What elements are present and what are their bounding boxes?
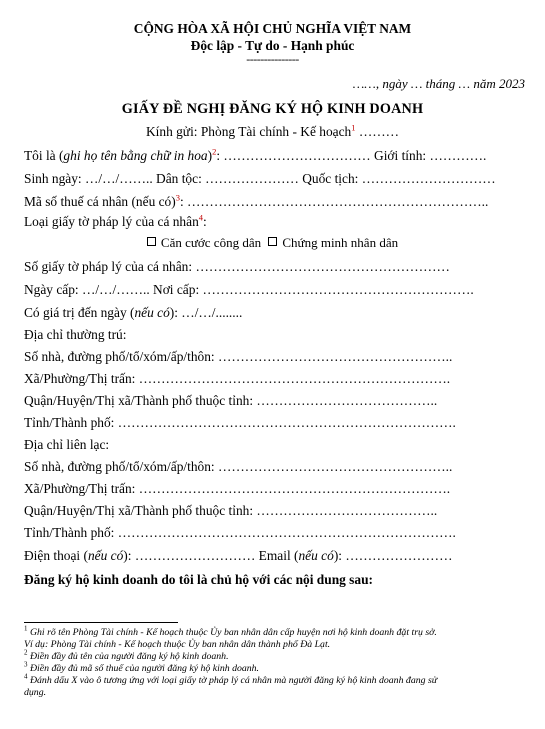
valid-until-rest: ): …/…/........ bbox=[169, 305, 243, 320]
date-line: ……, ngày … tháng … năm 2023 bbox=[352, 76, 525, 91]
birth-line: Sinh ngày: …/…/…….. Dân tộc: ………………… Quốc tịch: ………………………… bbox=[24, 171, 496, 186]
footnote-text: Điền đầy đủ tên của người đăng ký hộ kinh doanh. bbox=[27, 651, 229, 662]
footnote-divider bbox=[24, 622, 178, 623]
footnote-text: Ví dụ: Phòng Tài chính - Kế hoạch thuộc Ủy ban nhân dân thành phố Đà Lạt. bbox=[24, 639, 331, 650]
tax-rest: : ………………………………………………………….. bbox=[179, 194, 489, 209]
legal-doc-number-line: Số giấy tờ pháp lý của cá nhân: ………………………………………………… bbox=[24, 259, 450, 274]
addressee-blank: ……… bbox=[355, 124, 399, 139]
footnote-mark: 4 bbox=[198, 212, 204, 223]
phone-email-line bbox=[24, 548, 452, 564]
valid-until-prefix: Có giá trị đến ngày ( bbox=[24, 305, 135, 320]
motto: Độc lập - Tự do - Hạnh phúc bbox=[190, 38, 355, 53]
phone-prefix: Điện thoại ( bbox=[24, 548, 88, 563]
footnote-number: 3 bbox=[24, 660, 28, 669]
phone-hint: nếu có bbox=[87, 548, 124, 563]
footnote-1 bbox=[24, 624, 534, 639]
footnote-text: Đánh dấu X vào ô tương ứng với loại giấy tờ pháp lý cá nhân mà người đăng ký hộ kinh doanh đang sử bbox=[27, 675, 438, 686]
footnote-mark: 1 bbox=[351, 122, 356, 133]
tax-line bbox=[24, 194, 488, 210]
header-divider: --------------- bbox=[246, 52, 299, 66]
footnote-text: Ghi rõ tên Phòng Tài chính - Kế hoạch thuộc Ủy ban nhân dân cấp huyện nơi hộ kinh doanh đặt trụ sở. bbox=[27, 627, 437, 638]
register-statement: Đăng ký hộ kinh doanh do tôi là chủ hộ với các nội dung sau: bbox=[24, 572, 373, 587]
perm-province-line: Tỉnh/Thành phố: …………………………………………………………………. bbox=[24, 415, 456, 430]
footnote-2 bbox=[24, 648, 534, 663]
contact-address-label: Địa chỉ liên lạc: bbox=[24, 437, 110, 452]
footnote-number: 2 bbox=[24, 648, 28, 657]
name-rest: : …………………………… Giới tính: …………. bbox=[216, 148, 487, 163]
perm-street-line: Số nhà, đường phố/tổ/xóm/ấp/thôn: …………………………………………….. bbox=[24, 349, 453, 364]
footnote-4 bbox=[24, 672, 534, 687]
checkbox-cccd[interactable] bbox=[147, 237, 156, 246]
perm-district-line: Quận/Huyện/Thị xã/Thành phố thuộc tỉnh: ………………………………….. bbox=[24, 393, 438, 408]
checkbox-cmnd[interactable] bbox=[268, 237, 277, 246]
name-close: ) bbox=[207, 148, 213, 163]
footnote-3 bbox=[24, 660, 534, 675]
legal-doc-label: Loại giấy tờ pháp lý của cá nhân bbox=[24, 214, 199, 229]
name-line bbox=[24, 148, 486, 164]
contact-province-line: Tỉnh/Thành phố: …………………………………………………………………. bbox=[24, 525, 456, 540]
option-cccd-label: Căn cước công dân bbox=[160, 235, 262, 250]
name-hint: ghi họ tên bằng chữ in hoa bbox=[63, 148, 208, 163]
national-title: CỘNG HÒA XÃ HỘI CHỦ NGHĨA VIỆT NAM bbox=[133, 21, 412, 36]
perm-ward-line: Xã/Phường/Thị trấn: ……………………………………………………………. bbox=[24, 371, 451, 386]
tax-label: Mã số thuế cá nhân (nếu có) bbox=[24, 194, 176, 209]
contact-ward-line: Xã/Phường/Thị trấn: ……………………………………………………………. bbox=[24, 481, 451, 496]
addressee-line bbox=[0, 124, 545, 140]
valid-until-line bbox=[24, 305, 242, 321]
footnote-1-example bbox=[24, 639, 534, 651]
phone-mid: ): ……………………… Email ( bbox=[123, 548, 299, 563]
issue-line: Ngày cấp: …/…/…….. Nơi cấp: ……………………………………………………. bbox=[24, 282, 474, 297]
valid-until-hint: nếu có bbox=[134, 305, 170, 320]
footnote-mark: 3 bbox=[175, 192, 180, 203]
contact-district-line: Quận/Huyện/Thị xã/Thành phố thuộc tỉnh: ………………………………….. bbox=[24, 503, 438, 518]
footnote-text: Điền đầy đủ mã số thuế của người đăng ký hộ kinh doanh. bbox=[27, 663, 260, 674]
footnote-number: 4 bbox=[24, 672, 28, 681]
email-rest: ): …………………… bbox=[333, 548, 453, 563]
option-cmnd-label: Chứng minh nhân dân bbox=[282, 235, 399, 250]
addressee-text: Kính gửi: Phòng Tài chính - Kế hoạch bbox=[145, 124, 352, 139]
permanent-address-label: Địa chỉ thường trú: bbox=[24, 327, 127, 342]
footnote-mark: 2 bbox=[212, 146, 217, 157]
contact-street-line: Số nhà, đường phố/tổ/xóm/ấp/thôn: …………………………………………….. bbox=[24, 459, 453, 474]
footnote-4-cont bbox=[24, 687, 534, 699]
legal-doc-type-line bbox=[24, 214, 207, 230]
form-title: GIẤY ĐỀ NGHỊ ĐĂNG KÝ HỘ KINH DOANH bbox=[121, 101, 424, 117]
legal-doc-rest: : bbox=[203, 214, 207, 229]
legal-doc-options bbox=[0, 235, 545, 251]
footnote-number: 1 bbox=[24, 624, 28, 633]
email-hint: nếu có bbox=[298, 548, 334, 563]
footnote-text: dụng. bbox=[24, 687, 47, 698]
name-label: Tôi là ( bbox=[24, 148, 64, 163]
